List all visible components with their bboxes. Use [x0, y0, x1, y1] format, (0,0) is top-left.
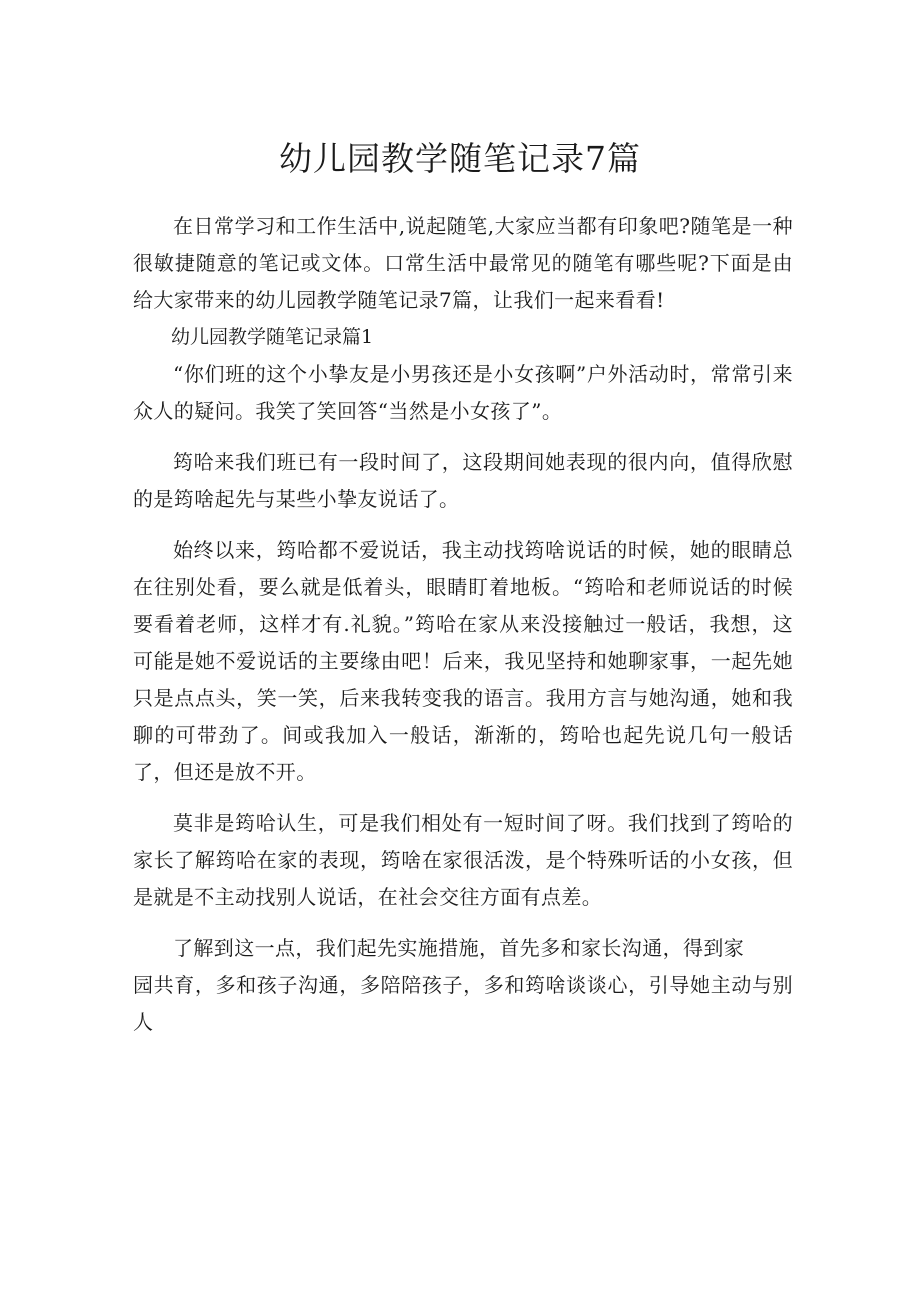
- body-paragraph: 始终以来，筠哈都不爱说话，我主动找筠啥说话的时候，她的眼睛总在往别处看，要么就是低着头，眼睛盯着地板。“筠哈和老师说话的时候要看着老师，这样才有.礼貌。”筠哈在家从来没接触过一般话，我想，这可能是她不爱说话的主要缘由吧！后来，我见坚持和她聊家事，一起先她只是点点头，笑一笑，后来我转变我的语言。我用方言与她沟通，她和我聊的可带劲了。间或我加入一般话，渐渐的，筠哈也起先说几句一般话了，但还是放不开。: [133, 538, 793, 784]
- section-heading: 幼儿园教学随笔记录篇1: [171, 326, 374, 348]
- document-body: [133, 208, 793, 1041]
- body-paragraph: 筠哈来我们班已有一段时间了，这段期间她表现的很内向，值得欣慰的是筠啥起先与某些小挚友说话了。: [133, 450, 793, 511]
- body-paragraph: “你们班的这个小挚友是小男孩还是小女孩啊”户外活动时，常常引来众人的疑问。我笑了笑回答“当然是小女孩了”。: [133, 362, 793, 423]
- body-paragraph-last-line1: 了解到这一点，我们起先实施措施，首先多和家长沟通，得到家: [173, 936, 745, 960]
- body-paragraph: 莫非是筠哈认生，可是我们相处有一短时间了呀。我们找到了筠哈的家长了解筠哈在家的表现，筠啥在家很活泼，是个特殊听话的小女孩，但是就是不主动找别人说话，在社会交往方面有点差。: [133, 811, 793, 909]
- body-paragraph-last-line2: 园共育，多和孩子沟通，多陪陪孩子，多和筠啥谈谈心，引导她主动与别人: [133, 973, 793, 1034]
- intro-paragraph: 在日常学习和工作生活中,说起随笔,大家应当都有印象吧?随笔是一种很敏捷随意的笔记或文体。口常生活中最常见的随笔有哪些呢?下面是由给大家带来的幼儿园教学随笔记录7篇，让我们一起来看看!: [133, 214, 793, 312]
- document-title: 幼儿园教学随笔记录7篇: [279, 139, 641, 178]
